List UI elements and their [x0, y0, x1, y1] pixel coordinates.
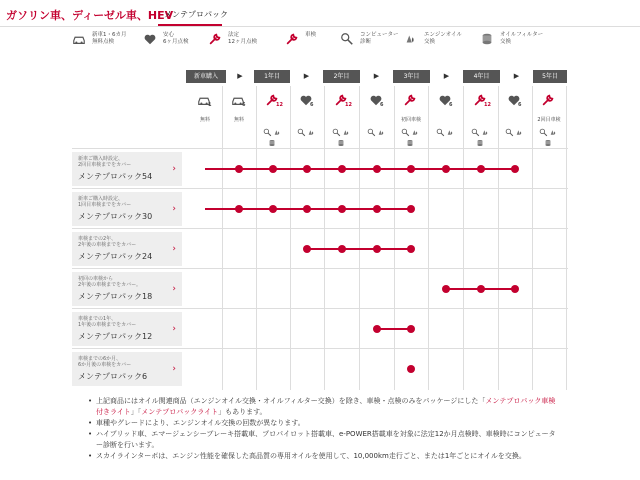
plan-name: メンテプロパック30 [78, 212, 153, 221]
timeline-column-icon [290, 88, 324, 154]
oil-filter-icon [544, 139, 552, 147]
row-divider [72, 228, 568, 229]
timeline-arrow-icon: ▶ [237, 72, 243, 80]
note-item: • 車種やグレードにより、エンジンオイル交換の回数が異なります。 [88, 418, 558, 429]
plan-name: メンテプロパック18 [78, 292, 153, 301]
timeline-column-icon [188, 88, 222, 154]
timeline-column-icon [532, 88, 566, 154]
row-divider [72, 268, 568, 269]
column-label: 2回目車検 [537, 117, 561, 123]
active-tab-indicator [158, 24, 222, 26]
timeline-arrow-icon: ▶ [513, 72, 520, 80]
service-icons [332, 128, 352, 138]
coverage-dot [303, 205, 311, 213]
coverage-dot [338, 245, 346, 253]
coverage-dot [477, 285, 485, 293]
coverage-dot [511, 285, 519, 293]
timeline-header-cell: 1年目 [254, 70, 290, 83]
timeline-column-icon [464, 88, 498, 154]
column-label: 初回車検 [400, 117, 421, 123]
coverage-dot [477, 165, 485, 173]
car-icon [72, 32, 86, 46]
coverage-dot [442, 165, 450, 173]
link-mente-pro-pack-lite[interactable]: メンテプロパックライト [141, 408, 219, 416]
service-icons [539, 128, 559, 138]
note-item: • スカイラインターボは、エンジン性能を確保した高品質の専用オイルを使用して、10,000km走行ごと、または1年ごとにオイルを交換。 [88, 451, 558, 462]
chevron-right-icon: › [172, 284, 176, 294]
timeline-header-cell: 4年目 [463, 70, 500, 83]
legend-label: オイルフィルター 交換 [500, 32, 544, 45]
computer-diagnosis-icon [436, 128, 445, 137]
plan-row-button[interactable] [72, 232, 182, 266]
service-icons [263, 128, 283, 138]
plan-description: 車検までの1年、 1年後の車検までをカバー [78, 316, 137, 328]
timeline-header-cell: 3年目 [393, 70, 430, 83]
oil-filter-icon [480, 32, 494, 46]
oil-change-icon [273, 128, 282, 137]
plan-name: メンテプロパック24 [78, 252, 153, 261]
wrench-icon [541, 92, 555, 111]
plan-row-button[interactable] [72, 352, 182, 386]
timeline-arrow-icon: ▶ [443, 72, 450, 80]
plan-row-button[interactable] [72, 272, 182, 306]
link-mente-pro-pack-shaken-lite[interactable]: メンテプロパック車検付きライト [96, 397, 556, 416]
oil-filter-icon [476, 139, 484, 147]
timeline-header-cell: 5年目 [533, 70, 567, 83]
plan-description: 新車ご購入時設定、 1回目車検までをカバー [78, 196, 132, 208]
oil-change-icon [307, 128, 316, 137]
legend-label: コンピューター 診断 [360, 32, 399, 45]
oil-filter-icon [268, 139, 276, 147]
coverage-dot [235, 165, 243, 173]
heart-icon [143, 32, 157, 46]
icon-badge: 6 [518, 102, 522, 108]
plan-row-button[interactable] [72, 152, 182, 186]
timeline-column-icon [360, 88, 394, 154]
service-icons [505, 128, 525, 138]
plan-description: 初回の車検から 2年後の車検までをカバー。 [78, 276, 141, 288]
service-icons [471, 128, 491, 138]
tab-gasoline-diesel-hev[interactable]: ガソリン車、ディーゼル車、HEV [6, 9, 174, 22]
coverage-dot [442, 285, 450, 293]
service-icons [367, 128, 387, 138]
legend-label: 法定 12ヶ月点検 [228, 32, 257, 45]
computer-diagnosis-icon [332, 128, 341, 137]
note-item: • 上記商品にはオイル関連商品（エンジンオイル交換・オイルフィルター交換）を除き、車検・点検のみをパッケージにした「メンテプロパック車検付きライト」「メンテプロパックライト」もあります。 [88, 396, 558, 418]
icon-badge: 12 [484, 102, 491, 108]
row-divider [72, 148, 568, 149]
timeline-column-icon [429, 88, 463, 154]
service-icons [436, 128, 456, 138]
tab-mente-pro-pack[interactable]: メンテプロパック [164, 10, 228, 19]
computer-diagnosis-icon [471, 128, 480, 137]
coverage-dot [235, 205, 243, 213]
column-label: 無料 [199, 117, 210, 123]
coverage-dot [407, 205, 415, 213]
icon-badge: 6 [449, 102, 453, 108]
chevron-right-icon: › [172, 324, 176, 334]
row-divider [72, 348, 568, 349]
computer-diagnosis-icon [297, 128, 306, 137]
coverage-dot [373, 325, 381, 333]
legend-label: 安心 6ヶ月点検 [163, 32, 189, 45]
coverage-dot [407, 245, 415, 253]
coverage-dot [338, 205, 346, 213]
computer-diagnosis-icon [505, 128, 514, 137]
timeline-column-icon [222, 88, 256, 154]
legend-label: 新車1・6カ月 無料点検 [92, 32, 127, 45]
plan-timeline-grid [40, 86, 568, 390]
coverage-dot [511, 165, 519, 173]
oil-filter-icon [406, 139, 414, 147]
oil-change-icon [481, 128, 490, 137]
timeline-header-cell: 新車購入 [186, 70, 226, 83]
coverage-dot [269, 205, 277, 213]
plan-name: メンテプロパック54 [78, 172, 153, 181]
coverage-line [205, 168, 515, 170]
oil-change-icon [404, 32, 418, 46]
computer-diagnosis-icon [401, 128, 410, 137]
wrench-icon [208, 32, 222, 46]
timeline-column-icon [325, 88, 359, 154]
coverage-dot [407, 165, 415, 173]
legend-label: エンジンオイル 交換 [424, 32, 462, 45]
timeline-column-icon [394, 88, 428, 154]
coverage-dot [373, 165, 381, 173]
chevron-right-icon: › [172, 364, 176, 374]
oil-change-icon [446, 128, 455, 137]
timeline-column-icon [256, 88, 290, 154]
computer-diagnosis-icon [263, 128, 272, 137]
coverage-line [377, 328, 411, 330]
oil-change-icon [549, 128, 558, 137]
plan-row-button[interactable] [72, 312, 182, 346]
computer-diagnosis-icon [340, 32, 354, 46]
plan-row-button[interactable] [72, 192, 182, 226]
timeline-header-cell: 2年目 [323, 70, 360, 83]
note-item: • ハイブリッド車、エマージェンシーブレーキ搭載車、プロパイロット搭載車、e-POWER搭載車を対象に法定12か月点検時、車検時にコンピューター診断を行います。 [88, 429, 558, 451]
oil-change-icon [342, 128, 351, 137]
wrench-icon [403, 92, 417, 111]
service-icons [401, 128, 421, 138]
row-divider [72, 188, 568, 189]
computer-diagnosis-icon [367, 128, 376, 137]
plan-name: メンテプロパック6 [78, 372, 148, 381]
coverage-dot [407, 325, 415, 333]
coverage-dot [373, 245, 381, 253]
plan-name: メンテプロパック12 [78, 332, 153, 341]
coverage-dot [407, 365, 415, 373]
timeline-arrow-icon: ▶ [303, 72, 310, 80]
coverage-dot [269, 165, 277, 173]
coverage-dot [303, 165, 311, 173]
timeline-column-icon [498, 88, 532, 154]
coverage-dot [303, 245, 311, 253]
chevron-right-icon: › [172, 244, 176, 254]
icon-badge: 6 [242, 102, 246, 108]
legend-label: 車検 [305, 32, 317, 38]
notes-list [88, 396, 558, 462]
coverage-line [307, 248, 411, 250]
column-label: 無料 [233, 117, 244, 123]
oil-filter-icon [337, 139, 345, 147]
icon-badge: 6 [380, 102, 384, 108]
tab-bar [0, 0, 640, 27]
service-icons [297, 128, 317, 138]
icon-legend [0, 32, 640, 52]
oil-change-icon [515, 128, 524, 137]
icon-badge: 6 [310, 102, 314, 108]
timeline-arrow-icon: ▶ [373, 72, 380, 80]
wrench-icon [285, 32, 299, 46]
oil-change-icon [411, 128, 420, 137]
oil-change-icon [377, 128, 386, 137]
column-divider [566, 86, 567, 390]
plan-description: 車検までの2年、 2年後の車検までをカバー [78, 236, 137, 248]
plan-description: 新車ご購入時設定、 2回目車検までをカバー [78, 156, 132, 168]
icon-badge: 12 [276, 102, 283, 108]
computer-diagnosis-icon [539, 128, 548, 137]
coverage-dot [338, 165, 346, 173]
icon-badge: 12 [345, 102, 352, 108]
plan-description: 車検までの6か月、 6か月後の車検をカバー [78, 356, 132, 368]
chevron-right-icon: › [172, 164, 176, 174]
coverage-dot [373, 205, 381, 213]
icon-badge: 1 [208, 102, 212, 108]
row-divider [72, 308, 568, 309]
chevron-right-icon: › [172, 204, 176, 214]
